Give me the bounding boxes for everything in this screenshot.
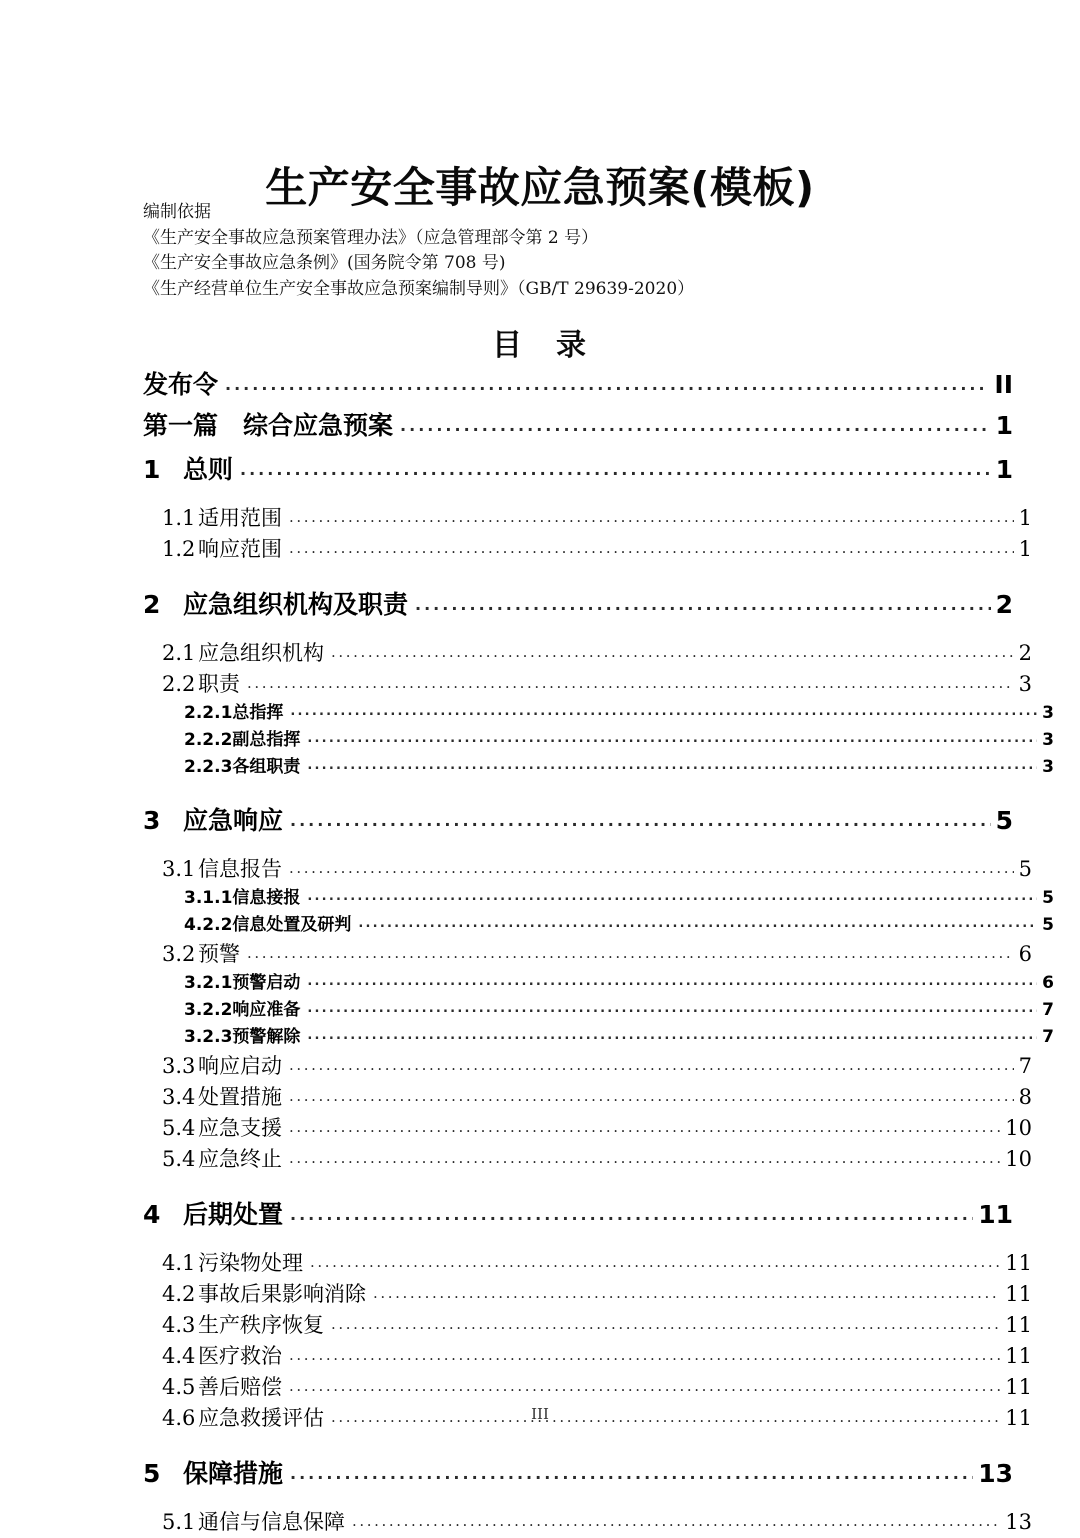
toc-leader-dots (331, 1307, 1000, 1340)
toc-leader-dots (307, 994, 1037, 1022)
toc-entry-label: 2 应急组织机构及职责 (143, 581, 415, 628)
toc-entry-page-number: 11 (1005, 1251, 1032, 1275)
toc-entry-label: 1.1 适用范围 (162, 503, 289, 534)
toc-entry[interactable] (184, 912, 1054, 939)
toc-entry-page-number: II (994, 370, 1013, 399)
toc-entry-page-number: 5 (1042, 888, 1054, 908)
toc-entry[interactable] (162, 1248, 1032, 1279)
toc-leader-dots (289, 531, 1014, 564)
toc-entry-number: 1 (143, 455, 161, 484)
toc-entry-number: 第一篇 (143, 411, 219, 440)
toc-entry-number: 2.2 (162, 672, 196, 696)
toc-leader-dots (307, 967, 1037, 995)
toc-entry-page-number: 7 (1042, 1000, 1054, 1020)
toc-entry-label: 4.3 生产秩序恢复 (162, 1310, 331, 1341)
toc-entry-label: 1.2 响应范围 (162, 534, 289, 565)
toc-entry-number: 4.2.2 (184, 915, 233, 935)
toc-entry-label: 2.2 职责 (162, 669, 247, 700)
toc-entry[interactable] (162, 1310, 1032, 1341)
basis-heading: 编制依据 (143, 202, 211, 222)
toc-entry-label: 3.2.1预警启动 (184, 970, 307, 997)
toc-entry-page-number: 3 (1018, 672, 1032, 696)
toc-entry-number: 5.4 (162, 1147, 196, 1171)
basis-line: 《生产安全事故应急预案管理办法》（应急管理部令第 2 号） (143, 227, 599, 248)
toc-entry-number: 4.1 (162, 1251, 196, 1275)
toc-leader-dots (247, 936, 1014, 969)
toc-entry[interactable] (162, 534, 1032, 565)
toc-entry-number: 3 (143, 806, 161, 835)
toc-entry[interactable] (162, 1051, 1032, 1082)
toc-entry[interactable] (184, 997, 1054, 1024)
toc-entry-number: 4.4 (162, 1344, 196, 1368)
toc-entry-label: 4.5 善后赔偿 (162, 1372, 289, 1403)
toc-entry-label: 3.2 预警 (162, 939, 247, 970)
toc-leader-dots (358, 909, 1037, 937)
toc-entry-label: 第一篇 综合应急预案 (143, 411, 394, 440)
toc-entry[interactable] (162, 1372, 1032, 1403)
toc-entry-number: 4.6 (162, 1406, 196, 1430)
toc-entry-label: 4.6 应急救援评估 (162, 1403, 331, 1434)
toc-entry-label: 3.2.2响应准备 (184, 997, 307, 1024)
toc-entry-number: 5.1 (162, 1510, 196, 1534)
toc-entry[interactable] (184, 727, 1054, 754)
toc-entry-label: 4.4 医疗救治 (162, 1341, 289, 1372)
basis-line: 《生产经营单位生产安全事故应急预案编制导则》（GB/T 29639-2020） (143, 278, 695, 299)
toc-leader-dots (289, 1141, 1000, 1174)
toc-entry-label: 3.4 处置措施 (162, 1082, 289, 1113)
toc-entry-page-number: 11 (1005, 1344, 1032, 1368)
toc-entry[interactable] (143, 1191, 1013, 1238)
toc-entry-number: 3.2.2 (184, 1000, 233, 1020)
toc-entry-label: 2.2.2副总指挥 (184, 727, 307, 754)
toc-entry[interactable] (184, 885, 1054, 912)
toc-entry-page-number: 6 (1018, 942, 1032, 966)
toc-entry-label: 5.4 应急终止 (162, 1144, 289, 1175)
toc-entry-page-number: 13 (978, 1459, 1013, 1488)
toc-entry-number: 5 (143, 1459, 161, 1488)
toc-leader-dots (290, 1447, 973, 1497)
toc-entry-page-number: 5 (1042, 915, 1054, 935)
toc-entry-label: 3.1 信息报告 (162, 854, 289, 885)
toc-entry-page-number: 1 (995, 455, 1013, 484)
toc-leader-dots (289, 1338, 1000, 1371)
toc-leader-dots (310, 1245, 1000, 1278)
toc-entry[interactable] (162, 1279, 1032, 1310)
toc-entry-number: 4.2 (162, 1282, 196, 1306)
toc-entry-number: 4 (143, 1200, 161, 1229)
basis-line: 《生产安全事故应急条例》(国务院令第 708 号) (143, 253, 506, 273)
toc-heading: 目 录 (492, 328, 588, 363)
toc-entry-number: 2.1 (162, 641, 196, 665)
toc-entry-number: 4.5 (162, 1375, 196, 1399)
toc-entry-page-number: 11 (978, 1200, 1013, 1229)
toc-entry-number: 5.4 (162, 1116, 196, 1140)
toc-entry[interactable] (184, 970, 1054, 997)
toc-leader-dots (225, 361, 989, 405)
toc-entry-page-number: 7 (1018, 1054, 1032, 1078)
basis-block (143, 200, 963, 302)
toc-entry-label: 5 保障措施 (143, 1450, 290, 1497)
toc-entry-number: 2.2.1 (184, 703, 233, 723)
toc-entry-label: 2.2.1总指挥 (184, 700, 290, 727)
toc-leader-dots (415, 578, 991, 628)
toc-entry-page-number: 1 (995, 411, 1013, 440)
toc-entry-label: 3.1.1信息接报 (184, 885, 307, 912)
toc-entry-number: 3.4 (162, 1085, 196, 1109)
toc-leader-dots (400, 402, 991, 446)
toc-entry-page-number: 3 (1042, 757, 1054, 777)
toc-leader-dots (307, 1021, 1037, 1049)
toc-entry-label: 3 应急响应 (143, 797, 290, 844)
toc-entry[interactable] (143, 446, 1013, 493)
toc-entry-page-number: 11 (1005, 1282, 1032, 1306)
toc-entry-page-number: 2 (995, 590, 1013, 619)
toc-entry-label: 2.1 应急组织机构 (162, 638, 331, 669)
toc-entry-number: 4.3 (162, 1313, 196, 1337)
toc-entry-page-number: 13 (1005, 1510, 1032, 1534)
toc-entry-page-number: 5 (1018, 857, 1032, 881)
toc-entry[interactable] (143, 405, 1013, 446)
toc-leader-dots (289, 1369, 1000, 1402)
toc-entry-number: 2.2.2 (184, 730, 233, 750)
toc-entry[interactable] (162, 1082, 1032, 1113)
toc-entry-page-number: 3 (1042, 703, 1054, 723)
toc-entry-page-number: 2 (1018, 641, 1032, 665)
toc-entry-label: 4.2.2信息处置及研判 (184, 912, 358, 939)
toc-entry-page-number: 7 (1042, 1027, 1054, 1047)
toc-entry-label: 3.3 响应启动 (162, 1051, 289, 1082)
toc-entry-page-number: 10 (1005, 1116, 1032, 1140)
toc-leader-dots (289, 851, 1014, 884)
toc-entry[interactable] (184, 700, 1054, 727)
toc-entry-page-number: 3 (1042, 730, 1054, 750)
toc-leader-dots (307, 724, 1037, 752)
toc-entry[interactable] (162, 1144, 1032, 1175)
toc-entry[interactable] (162, 1507, 1032, 1538)
toc-leader-dots (289, 1048, 1014, 1081)
toc-entry-label: 2.2.3各组职责 (184, 754, 307, 781)
toc-entry-number: 3.1.1 (184, 888, 233, 908)
toc-leader-dots (289, 1079, 1014, 1112)
toc-entry-page-number: 10 (1005, 1147, 1032, 1171)
table-of-contents (140, 364, 1054, 1538)
toc-entry-label: 5.1 通信与信息保障 (162, 1507, 352, 1538)
toc-entry-label: 3.2.3预警解除 (184, 1024, 307, 1051)
toc-entry-label: 1 总则 (143, 446, 240, 493)
toc-entry[interactable] (162, 638, 1032, 669)
toc-entry-page-number: 8 (1018, 1085, 1032, 1109)
toc-entry-label: 5.4 应急支援 (162, 1113, 289, 1144)
toc-entry-page-number: 11 (1005, 1313, 1032, 1337)
toc-entry-number: 1.2 (162, 537, 196, 561)
toc-leader-dots (290, 794, 991, 844)
toc-entry[interactable] (143, 797, 1013, 844)
toc-leader-dots (307, 882, 1037, 910)
toc-entry-label: 发布令 (143, 370, 219, 399)
page-title: 生产安全事故应急预案(模板) (265, 163, 815, 213)
footer-page-number: III (531, 1405, 549, 1423)
toc-entry-number: 3.2.3 (184, 1027, 233, 1047)
toc-leader-dots (247, 666, 1014, 699)
toc-entry[interactable] (162, 503, 1032, 534)
toc-leader-dots (307, 751, 1037, 779)
toc-entry[interactable] (162, 854, 1032, 885)
toc-entry-number: 2.2.3 (184, 757, 233, 777)
toc-entry-number: 3.1 (162, 857, 196, 881)
toc-entry[interactable] (162, 669, 1032, 700)
toc-leader-dots (240, 443, 991, 493)
toc-entry[interactable] (184, 1024, 1054, 1051)
toc-entry-number: 1.1 (162, 506, 196, 530)
toc-entry[interactable] (143, 1450, 1013, 1497)
toc-entry[interactable] (162, 939, 1032, 970)
toc-entry-number: 3.2.1 (184, 973, 233, 993)
toc-entry[interactable] (143, 364, 1013, 405)
toc-entry-number: 3.3 (162, 1054, 196, 1078)
toc-leader-dots (290, 697, 1037, 725)
toc-entry[interactable] (184, 754, 1054, 781)
toc-leader-dots (290, 1188, 973, 1238)
toc-entry-page-number: 1 (1018, 506, 1032, 530)
toc-leader-dots (289, 1110, 1000, 1143)
toc-entry-page-number: 1 (1018, 537, 1032, 561)
toc-entry-page-number: 11 (1005, 1375, 1032, 1399)
toc-entry-number: 3.2 (162, 942, 196, 966)
toc-leader-dots (352, 1504, 1000, 1537)
toc-entry[interactable] (162, 1341, 1032, 1372)
toc-entry-label: 4.2 事故后果影响消除 (162, 1279, 373, 1310)
toc-entry-label: 4 后期处置 (143, 1191, 290, 1238)
toc-entry-page-number: 6 (1042, 973, 1054, 993)
toc-entry[interactable] (162, 1113, 1032, 1144)
toc-entry[interactable] (143, 581, 1013, 628)
toc-entry-page-number: 11 (1005, 1406, 1032, 1430)
toc-leader-dots (373, 1276, 1000, 1309)
toc-entry-page-number: 5 (995, 806, 1013, 835)
toc-leader-dots (289, 500, 1014, 533)
toc-leader-dots (331, 635, 1014, 668)
toc-entry-label: 4.1 污染物处理 (162, 1248, 310, 1279)
toc-entry-number: 2 (143, 590, 161, 619)
